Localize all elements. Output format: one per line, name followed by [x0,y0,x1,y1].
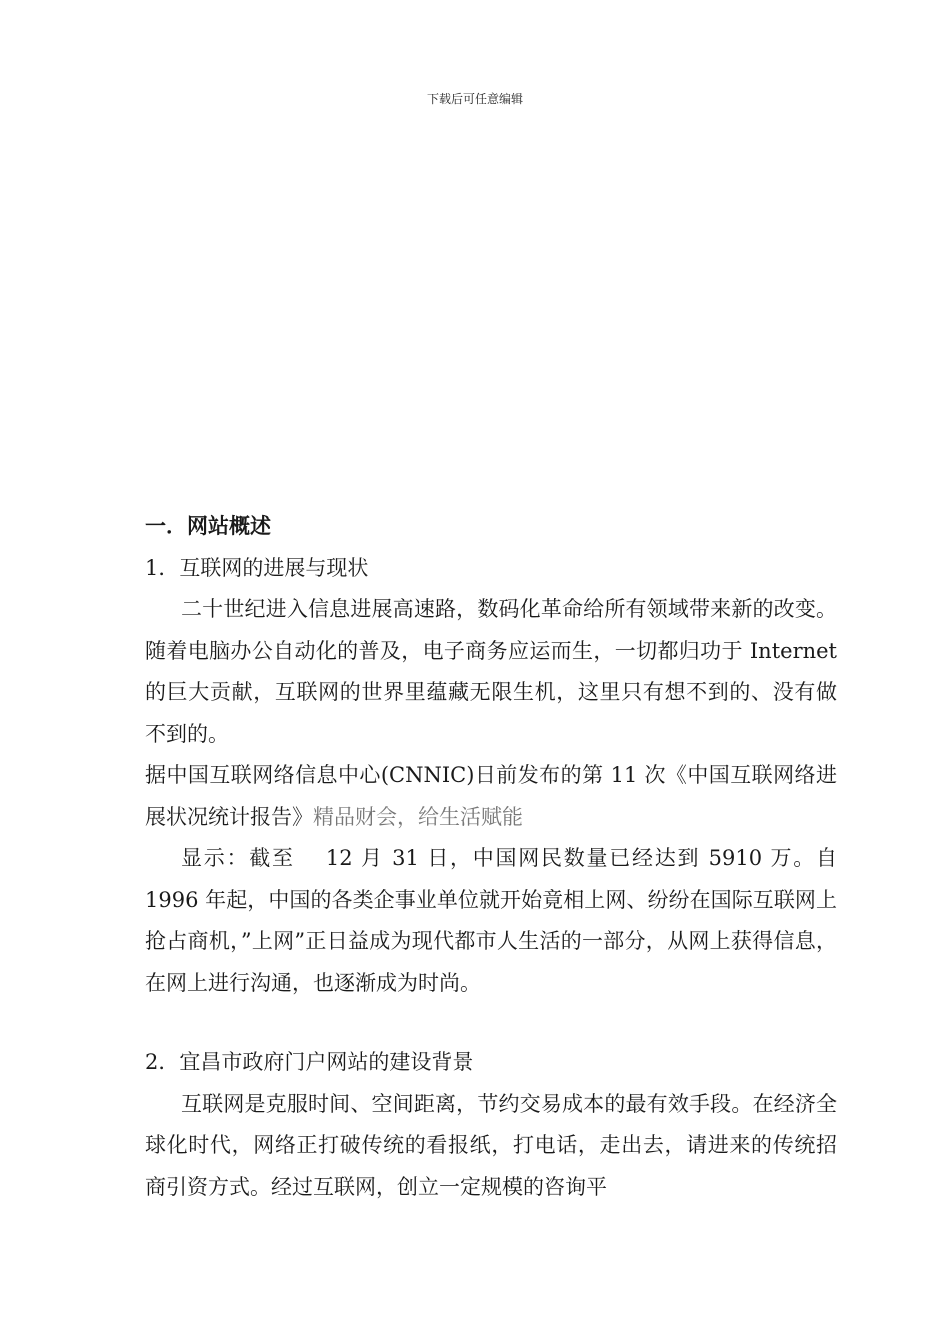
subsection-title-1: 1．互联网的进展与现状 [145,555,369,580]
paragraph-3: 显示：截至 12 月 31 日，中国网民数量已经达到 5910 万。自 1996 年起，中国的各类企事业单位就开始竟相上网、纷纷在国际互联网上抢占商机，”上网”正日益成为现代都市人生活的一部分，从网上获得信息，在网上进行沟通，也逐渐成为时尚。 [145,846,837,995]
paragraph-1: 二十世纪进入信息进展高速路，数码化革命给所有领域带来新的改变。随着电脑办公自动化的普及，电子商务应运而生，一切都归功于 Internet 的巨大贡献，互联网的世界里蕴藏无限生机，这里只有想不到的、没有做不到的。 [145,597,837,746]
paragraph-2-main: 据中国互联网络信息中心(CNNIC)日前发布的第 11 次《中国互联网络进展状况统计报告》 [145,763,837,829]
paragraph-2-watermark-text: 精品财会，给生活赋能 [313,804,523,829]
section-title: 一．网站概述 [145,514,271,538]
subsection-title-2: 2．宜昌市政府门户网站的建设背景 [145,1050,474,1074]
paragraph-2 [145,755,837,838]
spacer [145,1004,837,1042]
page-header: 下载后可任意编辑 [426,92,523,106]
paragraph-4: 互联网是克服时间、空间距离，节约交易成本的最有效手段。在经济全球化时代，网络正打破传统的看报纸，打电话，走出去，请进来的传统招商引资方式。经过互联网，创立一定规模的咨询平 [145,1091,837,1199]
document-body [145,506,837,1208]
